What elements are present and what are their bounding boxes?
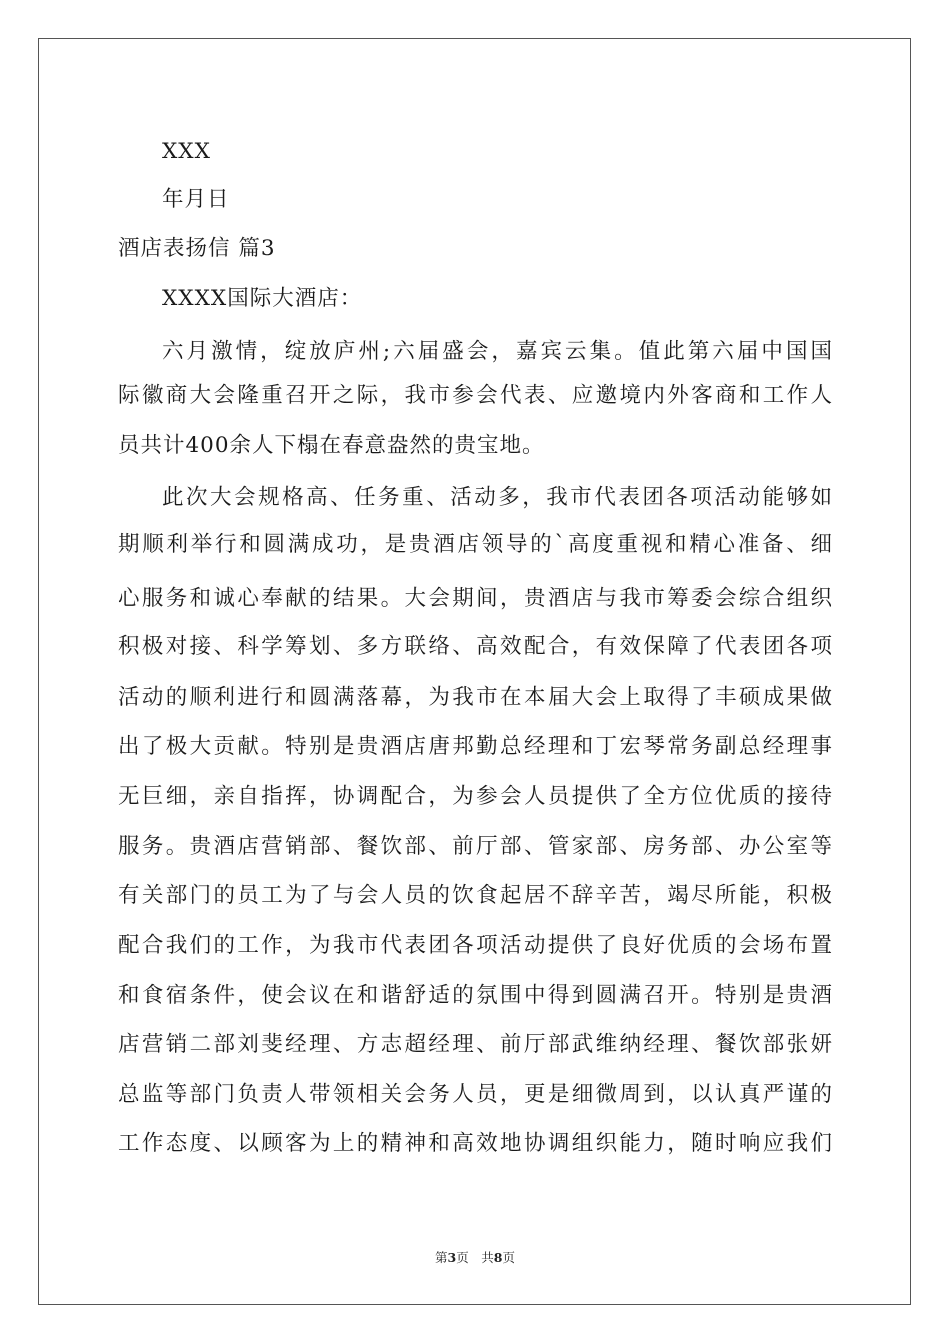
paragraph-2-line-12: 店营销二部刘斐经理、方志超经理、前厅部武维纳经理、餐饮部张妍 [118, 1032, 833, 1057]
paragraph-1-line-1: 六月激情，绽放庐州;六届盛会，嘉宾云集。值此第六届中国国 [162, 339, 833, 364]
paragraph-2-line-5: 活动的顺利进行和圆满落幕，为我市在本届大会上取得了丰硕成果做 [118, 685, 833, 710]
paragraph-2-line-11: 和食宿条件，使会议在和谐舒适的氛围中得到圆满召开。特别是贵酒 [118, 983, 833, 1008]
footer-page-total: 8 [493, 1250, 503, 1265]
salutation: XXXX国际大酒店： [162, 286, 363, 311]
paragraph-2-line-4: 积极对接、科学筹划、多方联络、高效配合，有效保障了代表团各项 [118, 634, 833, 659]
paragraph-2-line-9: 有关部门的员工为了与会人员的饮食起居不辞辛苦，竭尽所能，积极 [118, 883, 833, 908]
footer-prefix: 第 [435, 1250, 448, 1265]
footer-suffix: 页 [502, 1250, 515, 1265]
section-heading: 酒店表扬信 篇3 [118, 236, 276, 261]
paragraph-2-line-13: 总监等部门负责人带领相关会务人员，更是细微周到，以认真严谨的 [118, 1082, 833, 1107]
date-line: 年月日 [162, 187, 230, 212]
paragraph-2-line-2: 期顺利举行和圆满成功，是贵酒店领导的`高度重视和精心准备、细 [118, 532, 833, 557]
paragraph-2-line-8: 服务。贵酒店营销部、餐饮部、前厅部、管家部、房务部、办公室等 [118, 834, 833, 859]
paragraph-2-line-3: 心服务和诚心奉献的结果。大会期间，贵酒店与我市筹委会综合组织 [118, 586, 833, 611]
paragraph-2-line-1: 此次大会规格高、任务重、活动多，我市代表团各项活动能够如 [162, 485, 833, 510]
paragraph-1-line-3: 员共计400余人下榻在春意盎然的贵宝地。 [118, 433, 545, 458]
page-border [38, 38, 911, 1305]
paragraph-2-line-14: 工作态度、以顾客为上的精神和高效地协调组织能力，随时响应我们 [118, 1131, 833, 1156]
footer-mid: 页 共 [456, 1250, 494, 1265]
paragraph-2-line-7: 无巨细，亲自指挥，协调配合，为参会人员提供了全方位优质的接待 [118, 784, 833, 809]
signature-line: XXX [162, 139, 211, 164]
footer-page-current: 3 [447, 1250, 457, 1265]
paragraph-1-line-2: 际徽商大会隆重召开之际，我市参会代表、应邀境内外客商和工作人 [118, 383, 833, 408]
page-footer [0, 1250, 950, 1266]
paragraph-2-line-6: 出了极大贡献。特别是贵酒店唐邦勤总经理和丁宏琴常务副总经理事 [118, 734, 833, 759]
paragraph-2-line-10: 配合我们的工作，为我市代表团各项活动提供了良好优质的会场布置 [118, 933, 833, 958]
